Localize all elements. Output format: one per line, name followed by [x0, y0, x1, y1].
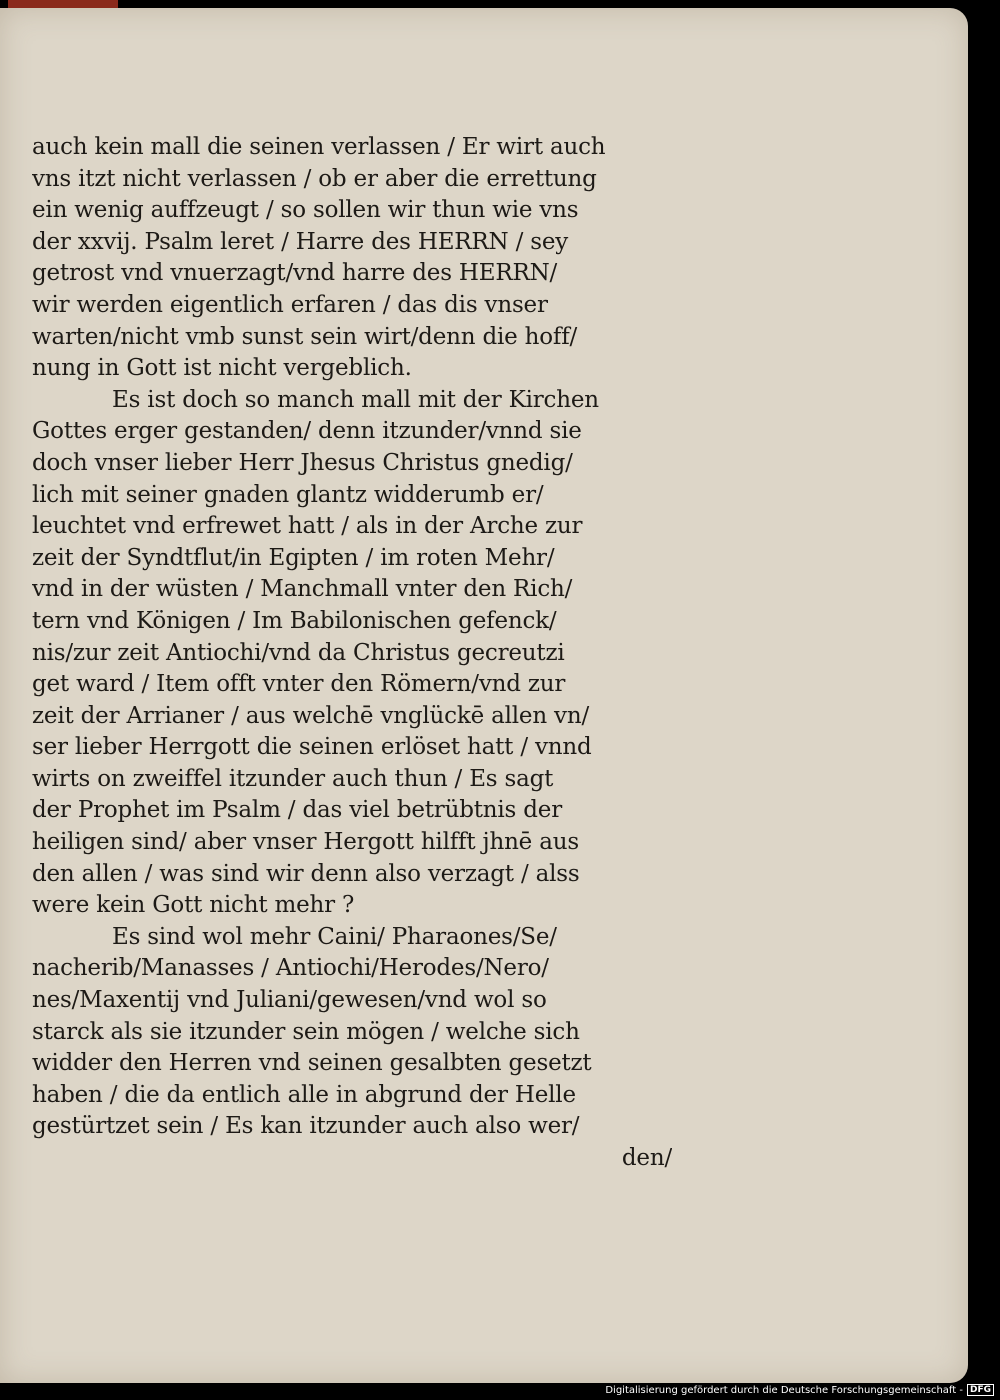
- text-line-12: lich mit seiner gnaden glantz widderumb er/: [32, 481, 544, 508]
- text-line-1: auch kein mall die seinen verlassen / Er wirt auch: [32, 134, 606, 160]
- text-line-9: Es ist doch so manch mall mit der Kirchen: [112, 386, 599, 413]
- text-line-32: gestürtzet sein / Es kan itzunder auch also wer/: [32, 1113, 580, 1140]
- text-line-11: doch vnser lieber Herr Jhesus Christus gnedig/: [32, 449, 573, 476]
- text-line-21: wirts on zweiffel itzunder auch thun / Es sagt: [32, 765, 554, 792]
- text-line-5: getrost vnd vnuerzagt/vnd harre des HERRN/: [32, 260, 558, 287]
- text-line-22: der Prophet im Psalm / das viel betrübtnis der: [32, 797, 562, 824]
- digitization-credit: [605, 1384, 994, 1396]
- text-line-14: zeit der Syndtflut/in Egipten / im roten Mehr/: [32, 544, 555, 571]
- text-line-29: starck als sie itzunder sein mögen / welche sich: [32, 1018, 580, 1045]
- text-line-2: vns itzt nicht verlassen / ob er aber die errettung: [32, 165, 597, 192]
- text-line-6: wir werden eigentlich erfaren / das dis vnser: [32, 291, 548, 318]
- credit-text: Digitalisierung gefördert durch die Deutsche Forschungsgemeinschaft -: [605, 1384, 963, 1396]
- text-line-16: tern vnd Königen / Im Babilonischen gefenck/: [32, 607, 557, 634]
- page-text-block: [32, 132, 672, 1175]
- text-line-25: were kein Gott nicht mehr ?: [32, 892, 355, 919]
- text-line-23: heiligen sind/ aber vnser Hergott hilfft jhnē aus: [32, 829, 579, 856]
- text-line-20: ser lieber Herrgott die seinen erlöset hatt / vnnd: [32, 734, 592, 761]
- dfg-logo-icon: DFG: [967, 1384, 994, 1396]
- text-line-31: haben / die da entlich alle in abgrund der Helle: [32, 1081, 576, 1108]
- book-page: [0, 8, 968, 1383]
- text-line-17: nis/zur zeit Antiochi/vnd da Christus gecreutzi: [32, 639, 565, 666]
- text-line-3: ein wenig auffzeugt / so sollen wir thun wie vns: [32, 197, 579, 224]
- text-line-27: nacherib/Manasses / Antiochi/Herodes/Nero/: [32, 955, 549, 982]
- text-line-24: den allen / was sind wir denn also verzagt / alss: [32, 860, 580, 887]
- text-line-10: Gottes erger gestanden/ denn itzunder/vnnd sie: [32, 418, 582, 445]
- catchword: den/: [621, 1145, 672, 1171]
- text-line-28: nes/Maxentij vnd Juliani/gewesen/vnd wol so: [32, 987, 547, 1014]
- text-line-13: leuchtet vnd erfrewet hatt / als in der Arche zur: [32, 513, 583, 540]
- text-line-30: widder den Herren vnd seinen gesalbten gesetzt: [32, 1050, 592, 1077]
- text-line-7: warten/nicht vmb sunst sein wirt/denn die hoff/: [32, 323, 578, 350]
- text-line-4: der xxvij. Psalm leret / Harre des HERRN / sey: [32, 228, 569, 255]
- text-line-26: Es sind wol mehr Caini/ Pharaones/Se/: [112, 923, 557, 950]
- text-line-15: vnd in der wüsten / Manchmall vnter den Rich/: [32, 576, 573, 603]
- text-line-8: nung in Gott ist nicht vergeblich.: [32, 355, 412, 382]
- text-line-19: zeit der Arrianer / aus welchē vnglückē allen vn/: [32, 702, 590, 729]
- text-line-18: get ward / Item offt vnter den Römern/vnd zur: [32, 671, 566, 698]
